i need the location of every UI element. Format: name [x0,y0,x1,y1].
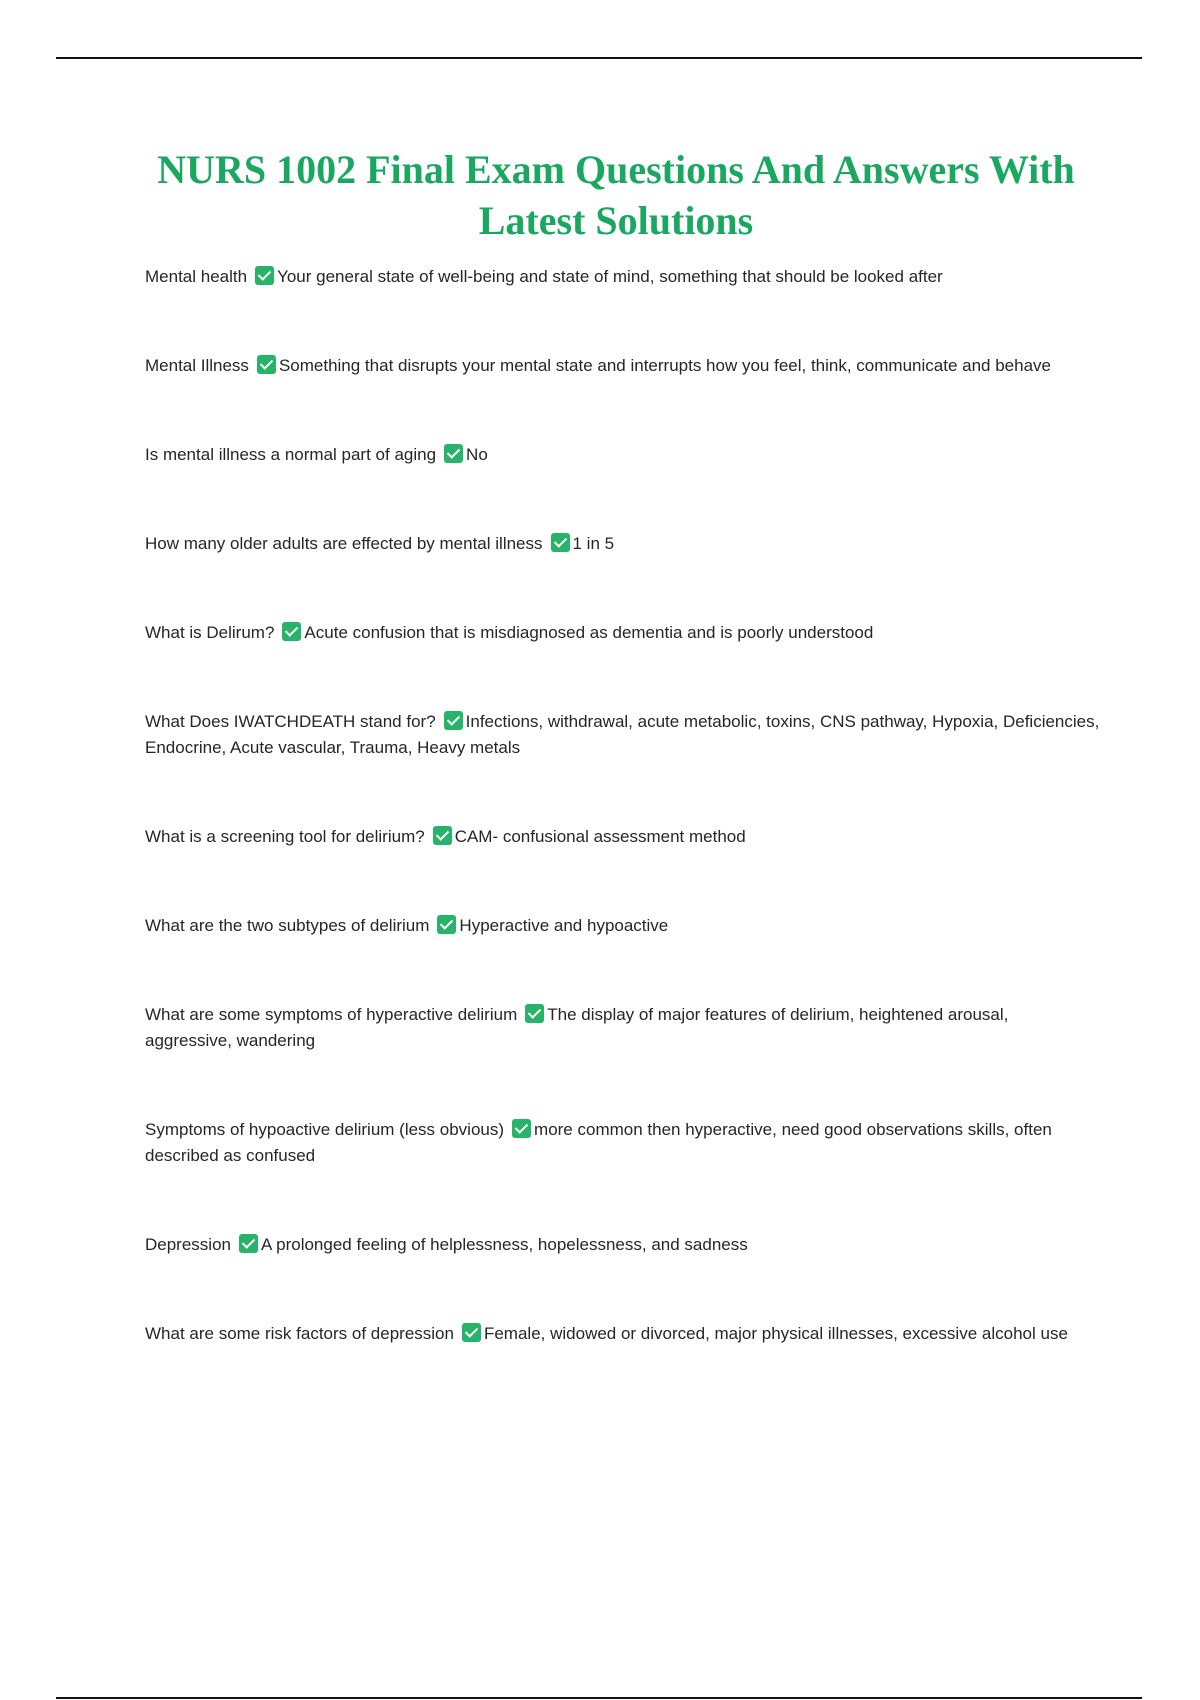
green-checkbox-icon [257,355,276,374]
qa-item [145,913,1100,1002]
bottom-rule [56,1697,1142,1699]
green-checkbox-icon [433,826,452,845]
qa-item [145,264,1100,353]
question-text: Symptoms of hypoactive delirium (less obvious) [145,1120,505,1139]
answer-text: No [466,445,488,464]
green-checkbox-icon [512,1119,531,1138]
question-text: What are some symptoms of hyperactive delirium [145,1005,518,1024]
qa-item [145,1232,1100,1321]
document-title: NURS 1002 Final Exam Questions And Answers With Latest Solutions [157,147,1075,243]
green-checkbox-icon [462,1323,481,1342]
green-checkbox-icon [239,1234,258,1253]
answer-text: Something that disrupts your mental state and interrupts how you feel, think, communicate and behave [278,356,1051,375]
green-checkbox-icon [551,533,570,552]
qa-item [145,1321,1100,1347]
question-text: How many older adults are effected by mental illness [145,534,543,553]
answer-text: 1 in 5 [572,534,615,553]
question-text: What are the two subtypes of delirium [145,916,430,935]
question-text: Is mental illness a normal part of aging [145,445,437,464]
top-rule [56,57,1142,59]
qa-item [145,1002,1100,1117]
green-checkbox-icon [437,915,456,934]
answer-text: more common then hyperactive, need good observations skills, often described as confused [145,1120,1052,1165]
green-checkbox-icon [444,711,463,730]
green-checkbox-icon [444,444,463,463]
answer-text: Your general state of well-being and state of mind, something that should be looked after [277,267,943,286]
green-checkbox-icon [282,622,301,641]
green-checkbox-icon [255,266,274,285]
answer-text: The display of major features of delirium, heightened arousal, aggressive, wandering [145,1005,1009,1050]
qa-item [145,353,1100,442]
qa-item [145,620,1100,709]
qa-item [145,824,1100,913]
answer-text: Female, widowed or divorced, major physical illnesses, excessive alcohol use [483,1324,1068,1343]
question-text: What are some risk factors of depression [145,1324,454,1343]
answer-text: Infections, withdrawal, acute metabolic, toxins, CNS pathway, Hypoxia, Deficiencies, Endocrine, Acute vascular, Trauma, Heavy metals [145,712,1100,757]
answer-text: Hyperactive and hypoactive [459,916,669,935]
qa-item [145,442,1100,531]
qa-item [145,709,1100,824]
answer-text: Acute confusion that is misdiagnosed as dementia and is poorly understood [304,623,874,642]
qa-list [145,264,1100,1347]
question-text: Mental Illness [145,356,249,375]
qa-item [145,1117,1100,1232]
question-text: What Does IWATCHDEATH stand for? [145,712,436,731]
qa-item [145,531,1100,620]
green-checkbox-icon [525,1004,544,1023]
answer-text: CAM- confusional assessment method [454,827,746,846]
answer-text: A prolonged feeling of helplessness, hopelessness, and sadness [261,1235,748,1254]
question-text: Mental health [145,267,248,286]
question-text: Depression [145,1235,231,1254]
question-text: What is Delirum? [145,623,275,642]
question-text: What is a screening tool for delirium? [145,827,425,846]
